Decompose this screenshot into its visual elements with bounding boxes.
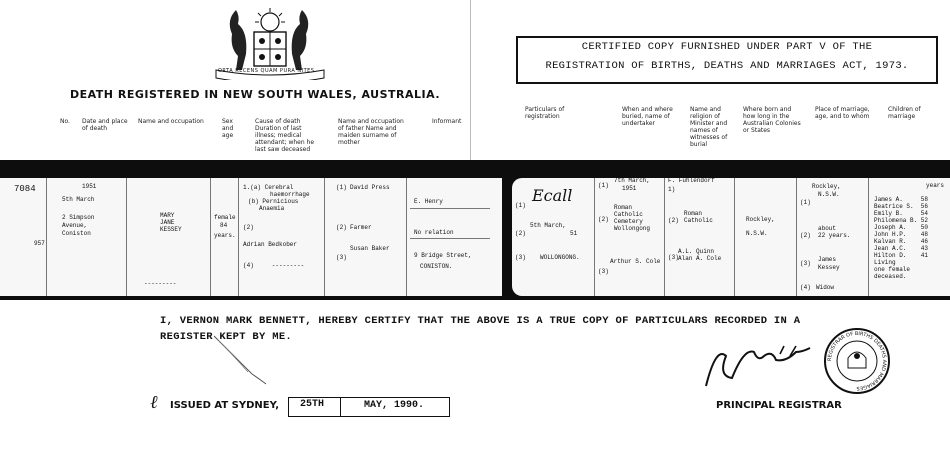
record-cause-1: 1.(a) Cerebral [243,184,294,191]
principal-registrar-label: PRINCIPAL REGISTRAR [716,400,842,411]
spouse-2: Kessey [818,264,840,271]
header-children: Children of marriage [888,106,921,120]
record-mother: Susan Baker [350,245,390,252]
minister-religion-2: Catholic [684,217,713,224]
record-father: David Press [350,184,390,191]
record-number: 7084 [14,184,36,194]
record-informant-4: CONISTON. [420,263,453,270]
child-entry: one female [874,266,911,273]
record-date: 5th March [62,196,95,203]
child-entry: deceased. [874,273,907,280]
spouse-1: James [818,256,837,263]
record-sex: female [214,214,236,221]
record-doctor: Adrian Bedkober [243,241,298,248]
registrar-signature: Ecall [532,186,573,205]
record-address-3: Coniston [62,230,91,237]
marriage-age-1: about [818,225,837,232]
child-entry: Jean A.C. 43 [874,245,929,252]
certificate-line-2: REGISTRATION OF BIRTHS, DEATHS AND MARRIAGES ACT, 1973. [545,60,909,72]
child-entry: Kalvan R. 46 [874,238,929,245]
initial-mark-icon: ℓ [150,392,158,413]
marriage-place-1: Rockley, [812,183,841,190]
scribble-mark-icon [210,330,290,390]
child-entry: Beatrice S. 56 [874,203,929,210]
burial-cemetery-3: Cemetery [614,218,643,225]
record-name-2: JANE [160,219,175,226]
crest-motto: ORTA RECENS QUAM PURA NITES [218,68,315,74]
record-informant-1: E. Henry [414,198,443,205]
record-address-2: Avenue, [62,222,88,229]
header-cause: Cause of death Duration of last illness; medical attendant; when he last saw deceased [255,118,315,153]
record-cause-3: (b) Pernicious [248,198,299,205]
burial-cemetery-2: Catholic [614,211,643,218]
child-entry: Hilton D. 41 [874,252,929,259]
minister-name: F. Fuhlendorf [668,177,715,184]
certificate-box [516,36,938,84]
header-date-place: Date and place of death [82,118,128,132]
record-reg-place: WOLLONGONG. [540,254,580,261]
burial-cemetery-1: Roman [614,204,633,211]
header-buried: When and where buried, name of undertaker [622,106,673,127]
certificate-line-1: CERTIFIED COPY FURNISHED UNDER PART V OF THE [581,41,873,53]
header-minister: Name and religion of Minister and names of witnesses of burial [690,106,728,148]
record-reg-year: 51 [570,230,578,237]
record-name-3: KESSEY [160,226,182,233]
issue-month-year: MAY, 1990. [364,400,425,411]
certification-text: I, VERNON MARK BENNETT, HEREBY CERTIFY THAT THE ABOVE IS A TRUE COPY OF PARTICULARS RECORDED IN A REGISTER KEPT BY ME. [160,315,801,343]
header-particulars: Particulars of registration [525,106,565,120]
child-entry: James A. 58 [874,196,929,203]
record-address-1: 2 Simpson [62,214,95,221]
child-entry: Living [874,259,896,266]
burial-undertaker: Arthur S. Cole [610,258,661,265]
issued-label: ISSUED AT SYDNEY, [170,400,280,411]
header-marriage: Place of marriage, age, and to whom [815,106,870,120]
record-reg-date: 5th March, [530,222,567,229]
record-informant-3: 9 Bridge Street, [414,252,472,259]
child-entry: Joseph A. 50 [874,224,929,231]
child-entry: Philomena B. 52 [874,217,929,224]
issue-day: 25TH [300,399,325,410]
record-cause-4: Anaemia [259,205,285,212]
seal-text: REGISTRAR OF BIRTHS DEATHS AND MARRIAGES [826,330,888,392]
child-entry: John H.P. 48 [874,231,929,238]
registrar-signature-icon [700,336,820,396]
child-entry: Emily B. 54 [874,210,929,217]
header-father-mother: Name and occupation of father Name and maiden surname of mother [338,118,404,146]
marriage-age-2: 22 years. [818,232,851,239]
born-1: Rockley, [746,216,775,223]
official-seal-icon [822,326,892,396]
record-year: 1951 [82,183,97,190]
marriage-place-2: N.S.W. [818,191,840,198]
born-2: N.S.W. [746,230,768,237]
record-age-unit: years. [214,232,236,239]
header-sex-age: Sex and age [222,118,234,139]
record-age: 84 [220,222,228,229]
document-title: DEATH REGISTERED IN NEW SOUTH WALES, AUSTRALIA. [70,88,441,101]
header-informant: Informant [432,118,462,125]
record-father-occupation: Farmer [350,224,372,231]
children-years-label: years [926,182,945,189]
burial-year: 1951 [622,185,637,192]
marital-status: Widow [816,284,835,291]
burial-cemetery-4: Wollongong [614,225,651,232]
record-side-number: 957 [34,240,45,247]
record-name-1: MARY [160,212,175,219]
record-informant-2: No relation [414,229,454,236]
record-cause-2: haemorrhage [270,191,310,198]
witness-2: Alan A. Cole [678,255,722,262]
header-panel-left [0,0,471,161]
witness-1: A.L. Quinn [678,248,715,255]
header-no: No. [60,118,70,125]
minister-religion-1: Roman [684,210,703,217]
header-name: Name and occupation [138,118,204,125]
header-born: Where born and how long in the Australian Colonies or States [743,106,801,134]
burial-date: 7th March, [614,177,651,184]
